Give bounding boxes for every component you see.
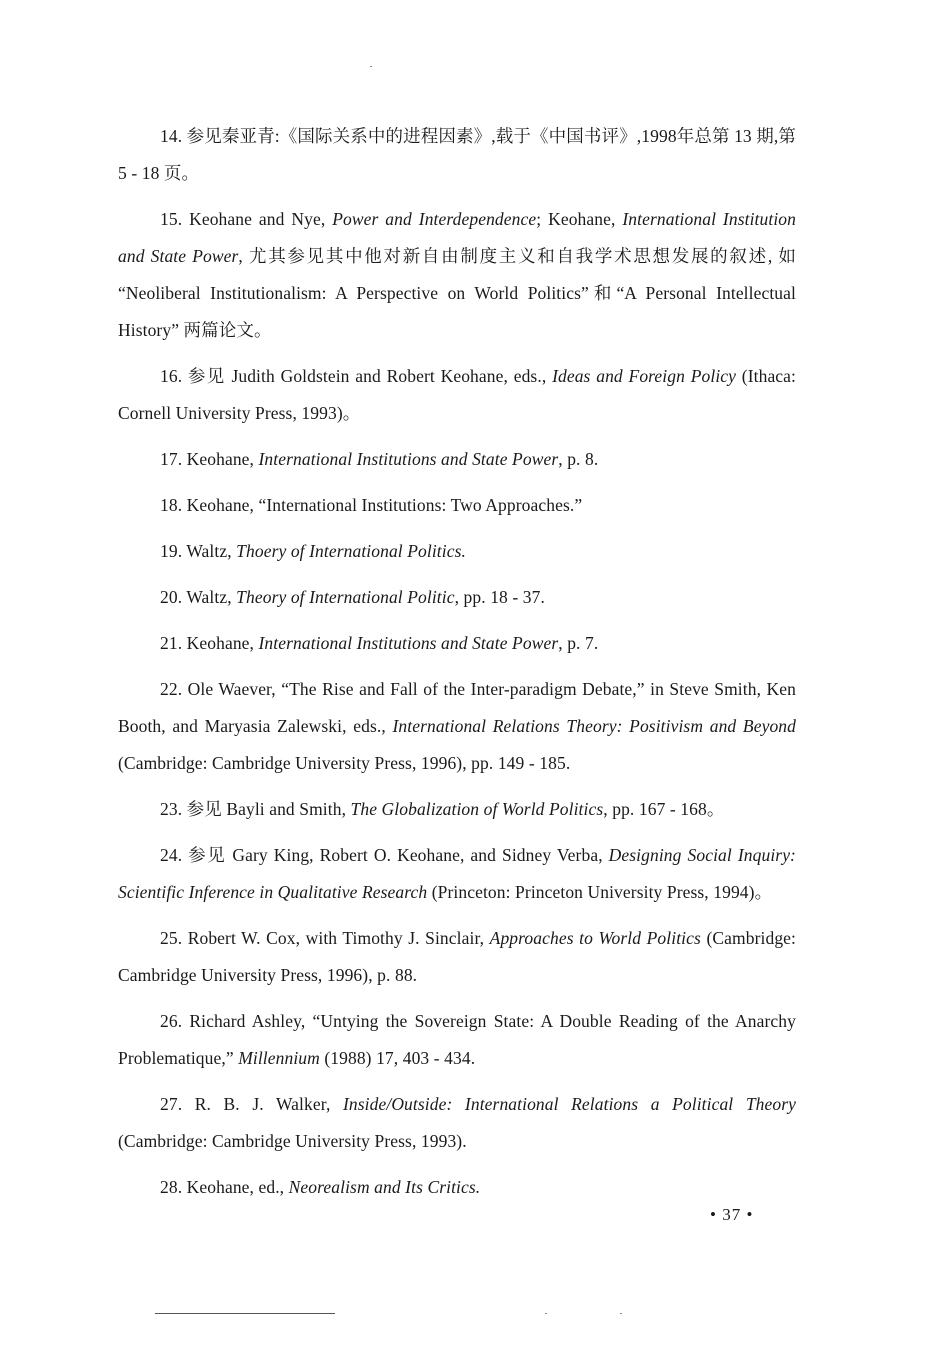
- footnote-text: (Princeton: Princeton University Press, 1994)。: [427, 882, 773, 902]
- footnote-text: 20. Waltz,: [160, 587, 237, 607]
- footnote-text: 19. Waltz,: [160, 541, 237, 561]
- footnote-title: Approaches to World Politics: [489, 928, 701, 948]
- footnote-title: International Relations Theory: Positivism and Beyond: [392, 716, 796, 736]
- footnote-title: International Institutions and State Power: [258, 449, 559, 469]
- footnote-title: Ideas and Foreign Policy: [552, 366, 737, 386]
- footnote-title: Thoery of International Politics.: [236, 541, 466, 561]
- footnote-text: (Ithaca: Cornell University Press, 1993)。: [118, 366, 797, 423]
- footnote-title: Designing Social Inquiry: Scientific Inference in Qualitative Research: [118, 845, 796, 902]
- footnote-title: Millennium: [238, 1048, 320, 1068]
- footnote-text: 24. 参见 Gary King, Robert O. Keohane, and Sidney Verba,: [160, 845, 609, 865]
- footnote: [118, 579, 796, 616]
- scan-artifact-dot: [620, 1313, 622, 1314]
- footnote: [118, 441, 796, 478]
- footnote-text: (Cambridge: Cambridge University Press, 1993).: [118, 1131, 467, 1151]
- footnote: [118, 118, 796, 192]
- footnote-title: Inside/Outside: International Relations a Political Theory: [342, 1094, 796, 1114]
- footnote-title: Theory of International Politic: [236, 587, 455, 607]
- footnote: [118, 533, 796, 570]
- footnote: [118, 791, 796, 828]
- footnote-text: 14. 参见秦亚青:《国际关系中的进程因素》,载于《中国书评》,1998年总第 13 期,第 5 - 18 页。: [118, 126, 796, 183]
- footnote: [118, 625, 796, 662]
- footnotes-list: [118, 118, 796, 1215]
- footnote-text: ; Keohane,: [536, 209, 623, 229]
- footnote-text: (Cambridge: Cambridge University Press, 1996), pp. 149 - 185.: [118, 753, 571, 773]
- footnote-title: International Institutions and State Power: [258, 633, 559, 653]
- footnote-text: 21. Keohane,: [160, 633, 259, 653]
- footnote-text: 26. Richard Ashley, “Untying the Sovereign State: A Double Reading of the Anarchy Problematique,”: [118, 1011, 796, 1068]
- footnote: [118, 1086, 796, 1160]
- footnote-title: Neorealism and Its Critics.: [288, 1177, 481, 1197]
- footnote-text: (1988) 17, 403 - 434.: [319, 1048, 476, 1068]
- scan-artifact-dot: [370, 66, 372, 67]
- footnote-text: 15. Keohane and Nye,: [160, 209, 333, 229]
- footnote: [118, 671, 796, 782]
- footnote-text: 28. Keohane, ed.,: [160, 1177, 289, 1197]
- footnote-text: , p. 8.: [558, 449, 599, 469]
- footnote-text: , pp. 167 - 168。: [603, 799, 725, 819]
- footnote-text: 16. 参见 Judith Goldstein and Robert Keohane, eds.,: [160, 366, 553, 386]
- footnote-text: , 尤其参见其中他对新自由制度主义和自我学术思想发展的叙述, 如 “Neoliberal Institutionalism: A Perspective on World Politics”和“A Personal Intellectual History” 两篇论文。: [118, 246, 796, 340]
- footnote: [118, 487, 796, 524]
- footnote: [118, 201, 796, 349]
- footnote-text: , pp. 18 - 37.: [454, 587, 545, 607]
- footnote-title: International Institution and State Power: [118, 209, 796, 266]
- footnote-text: 22. Ole Waever, “The Rise and Fall of the Inter-paradigm Debate,” in Steve Smith, Ken Booth, and Maryasia Zalewski, eds.,: [118, 679, 796, 736]
- page-number: • 37 •: [710, 1205, 754, 1224]
- scan-artifact-line: [155, 1313, 335, 1314]
- footnote-title: The Globalization of World Politics: [350, 799, 604, 819]
- footnote-text: 18. Keohane, “International Institutions: Two Approaches.”: [160, 495, 583, 515]
- footnote-text: 23. 参见 Bayli and Smith,: [160, 799, 351, 819]
- footnote: [118, 1169, 796, 1206]
- scan-artifact-dot: [545, 1313, 547, 1314]
- footnote: [118, 358, 796, 432]
- footnote-title: Power and Interdependence: [332, 209, 537, 229]
- footnote-text: 25. Robert W. Cox, with Timothy J. Sinclair,: [160, 928, 490, 948]
- footnote: [118, 1003, 796, 1077]
- footnote: [118, 837, 796, 911]
- footnote-text: 27. R. B. J. Walker,: [160, 1094, 343, 1114]
- footnote-text: (Cambridge: Cambridge University Press, 1996), p. 88.: [118, 928, 796, 985]
- footnote-text: 17. Keohane,: [160, 449, 259, 469]
- footnote: [118, 920, 796, 994]
- footnote-text: , p. 7.: [558, 633, 599, 653]
